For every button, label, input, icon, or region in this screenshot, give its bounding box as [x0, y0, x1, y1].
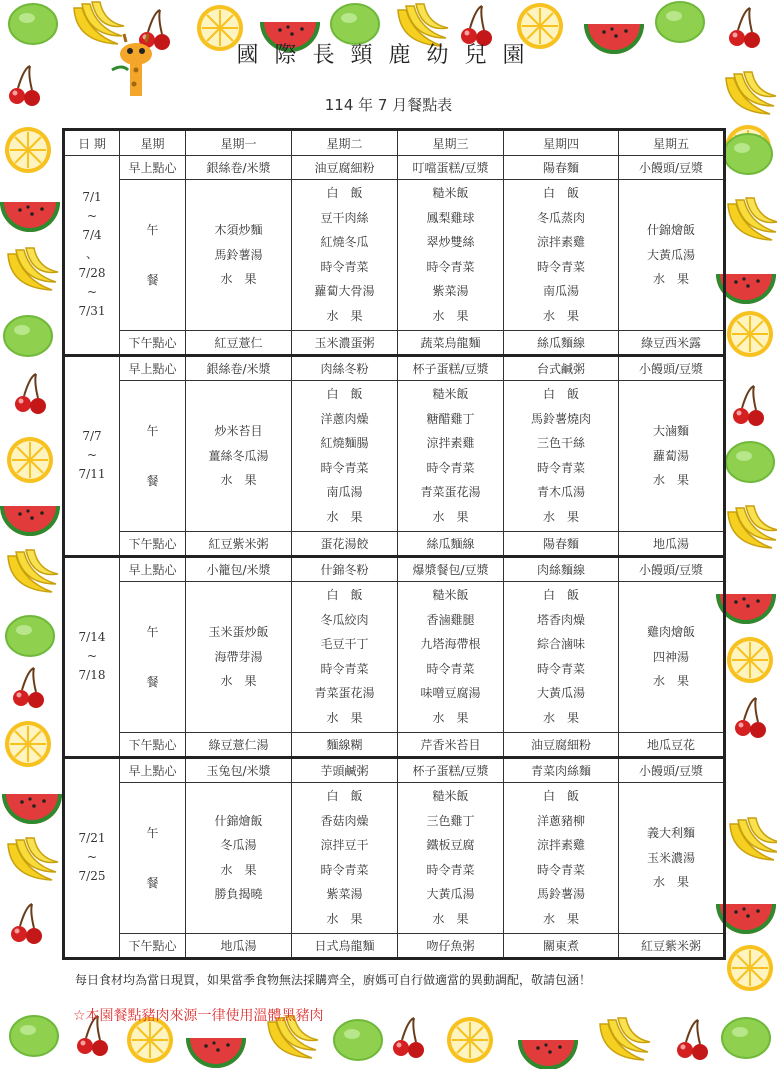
lunch-dish: 涼拌素雞: [536, 235, 585, 250]
lunch-label-char: 午: [146, 423, 159, 438]
lime-icon: [10, 1016, 58, 1056]
lunch-label-char: 午: [146, 825, 159, 840]
lunch-cell: [292, 179, 398, 331]
lunch-dish: 水 果: [326, 308, 363, 323]
lunch-dish: 白 飯: [326, 588, 363, 603]
lunch-dish: 時令青菜: [536, 661, 585, 676]
lunch-dish: 水 果: [220, 272, 257, 287]
lunch-cell: [186, 179, 292, 331]
lunch-cell: [186, 380, 292, 532]
banana-icon: [728, 506, 777, 548]
afternoon-snack-label: 下午點心: [120, 934, 186, 959]
lunch-dish: 什錦燴飯: [214, 813, 263, 828]
lunch-dish: 冬瓜湯: [220, 838, 257, 853]
banana-icon: [600, 1018, 650, 1060]
lunch-dish: 白 飯: [542, 588, 579, 603]
lunch-dish: 炒米苔目: [214, 424, 263, 439]
lime-icon: [726, 442, 774, 482]
lunch-dish: 南瓜湯: [326, 485, 363, 500]
lunch-dish: 水 果: [220, 473, 257, 488]
page-subtitle: 114 年 7 月餐點表: [324, 96, 453, 114]
lime-icon: [724, 134, 772, 174]
morning-snack-cell: 銀絲卷/米漿: [186, 156, 292, 180]
date-line: 7/25: [78, 869, 106, 884]
date-line: ~: [86, 448, 98, 463]
lunch-dish: 涼拌豆干: [320, 838, 369, 853]
lunch-dish: 毛豆干丁: [320, 637, 369, 652]
lunch-cell: [398, 380, 504, 532]
morning-snack-label: 早上點心: [120, 355, 186, 380]
lunch-cell: [398, 782, 504, 934]
lunch-dish: 時令青菜: [536, 259, 585, 274]
lunch-dish: 時令青菜: [426, 259, 475, 274]
lunch-dish: 時令青菜: [320, 862, 369, 877]
lunch-dish: 紫菜湯: [326, 887, 363, 902]
lunch-dish: 白 飯: [542, 789, 579, 804]
lunch-dish: 綜合滷味: [536, 637, 585, 652]
morning-snack-cell: 小饅頭/豆漿: [619, 556, 725, 581]
lunch-dish: 義大利麵: [646, 826, 695, 841]
date-line: 7/14: [78, 630, 106, 645]
afternoon-snack-cell: 綠豆西米露: [619, 331, 725, 356]
date-line: 7/4: [82, 228, 102, 243]
lunch-dish: 時令青菜: [426, 862, 475, 877]
lunch-dish: 水 果: [652, 473, 689, 488]
afternoon-snack-cell: 蔬菜烏龍麵: [398, 331, 504, 356]
lunch-dish: 水 果: [542, 308, 579, 323]
lunch-dish: 水 果: [432, 911, 469, 926]
afternoon-snack-cell: 絲瓜麵線: [504, 331, 619, 356]
afternoon-snack-cell: 麵線糊: [292, 733, 398, 758]
afternoon-snack-row: [64, 733, 725, 758]
lunch-dish: 雞肉燴飯: [646, 625, 695, 640]
header-cell: 星期: [120, 130, 186, 156]
lunch-dish: 水 果: [542, 710, 579, 725]
lunch-dish: 鐵板豆腐: [426, 838, 475, 853]
morning-snack-cell: 小饅頭/豆漿: [619, 156, 725, 180]
cherry-icon: [11, 904, 42, 944]
lime-icon: [4, 316, 52, 356]
header-cell: 星期一: [186, 130, 292, 156]
lunch-label-char: 餐: [146, 272, 159, 287]
lunch-dish: 水 果: [652, 272, 689, 287]
lime-icon: [334, 1020, 382, 1060]
morning-snack-cell: 杯子蛋糕/豆漿: [398, 355, 504, 380]
lunch-cell: [186, 581, 292, 733]
date-line: 7/1: [82, 190, 102, 205]
meal-table: [62, 128, 726, 960]
afternoon-snack-cell: 地瓜湯: [186, 934, 292, 959]
lunch-dish: 白 飯: [542, 186, 579, 201]
lunch-dish: 糙米飯: [432, 186, 469, 201]
lunch-dish: 南瓜湯: [542, 284, 579, 299]
lunch-label: [120, 581, 186, 733]
watermelon-icon: [2, 794, 62, 824]
lunch-dish: 時令青菜: [320, 661, 369, 676]
morning-snack-cell: 小饅頭/豆漿: [619, 757, 725, 782]
lunch-dish: 時令青菜: [320, 460, 369, 475]
header-cell: 星期二: [292, 130, 398, 156]
banana-icon: [730, 818, 777, 860]
date-line: 7/21: [78, 831, 106, 846]
lunch-dish: 水 果: [326, 710, 363, 725]
date-range-cell: [64, 355, 120, 556]
lunch-dish: 水 果: [220, 674, 257, 689]
lunch-dish: 水 果: [652, 875, 689, 890]
lemon-slice-icon: [727, 311, 773, 357]
lunch-dish: 玉米蛋炒飯: [208, 625, 269, 640]
morning-snack-row: [64, 355, 725, 380]
banana-icon: [728, 198, 777, 240]
afternoon-snack-cell: 紅豆薏仁: [186, 331, 292, 356]
afternoon-snack-cell: 綠豆薏仁湯: [186, 733, 292, 758]
page-title: 國際長頸鹿幼兒園: [236, 43, 541, 68]
morning-snack-row: [64, 556, 725, 581]
lunch-dish: 大黃瓜湯: [646, 247, 695, 262]
banana-icon: [8, 248, 58, 290]
lunch-cell: [619, 179, 725, 331]
lunch-dish: 冬瓜蒸肉: [536, 210, 585, 225]
cherry-icon: [13, 668, 44, 708]
date-line: ~: [86, 850, 98, 865]
afternoon-snack-cell: 吻仔魚粥: [398, 934, 504, 959]
date-range-cell: [64, 156, 120, 356]
lunch-dish: 水 果: [542, 509, 579, 524]
lunch-dish: 紅燒麵腸: [320, 436, 369, 451]
morning-snack-cell: 小饅頭/豆漿: [619, 355, 725, 380]
afternoon-snack-row: [64, 934, 725, 959]
lunch-cell: [292, 782, 398, 934]
afternoon-snack-cell: 芹香米苔目: [398, 733, 504, 758]
lunch-dish: 水 果: [432, 308, 469, 323]
lunch-label: [120, 782, 186, 934]
lunch-dish: 大滷麵: [652, 424, 689, 439]
cherry-icon: [15, 374, 46, 414]
cherry-icon: [393, 1018, 424, 1058]
afternoon-snack-cell: 油豆腐細粉: [504, 733, 619, 758]
morning-snack-cell: 油豆腐細粉: [292, 156, 398, 180]
watermelon-icon: [0, 506, 60, 536]
lunch-dish: 洋蔥豬柳: [536, 813, 585, 828]
lunch-dish: 水 果: [326, 509, 363, 524]
lunch-dish: 什錦燴飯: [646, 223, 695, 238]
lime-icon: [656, 2, 704, 42]
afternoon-snack-cell: 絲瓜麵線: [398, 532, 504, 557]
morning-snack-cell: 叮噹蛋糕/豆漿: [398, 156, 504, 180]
lunch-label-char: 餐: [146, 875, 159, 890]
lunch-label-char: 午: [146, 624, 159, 639]
lunch-row: [64, 782, 725, 934]
date-line: 7/7: [82, 429, 102, 444]
banana-icon: [8, 838, 58, 880]
lemon-slice-icon: [447, 1017, 493, 1063]
lunch-dish: 時令青菜: [536, 862, 585, 877]
lunch-dish: 玉米濃湯: [646, 850, 695, 865]
afternoon-snack-label: 下午點心: [120, 733, 186, 758]
lunch-dish: 糙米飯: [432, 588, 469, 603]
lunch-dish: 九塔海帶根: [420, 637, 481, 652]
lunch-cell: [398, 581, 504, 733]
lunch-dish: 洋蔥肉燥: [320, 411, 369, 426]
lunch-dish: 青菜蛋花湯: [420, 485, 481, 500]
morning-snack-label: 早上點心: [120, 156, 186, 180]
lunch-dish: 蘿蔔大骨湯: [314, 284, 375, 299]
afternoon-snack-row: [64, 331, 725, 356]
lunch-cell: [504, 380, 619, 532]
morning-snack-cell: 台式鹹粥: [504, 355, 619, 380]
lunch-dish: 白 飯: [542, 387, 579, 402]
afternoon-snack-label: 下午點心: [120, 331, 186, 356]
morning-snack-cell: 玉兔包/米漿: [186, 757, 292, 782]
lunch-cell: [619, 380, 725, 532]
lunch-dish: 時令青菜: [426, 661, 475, 676]
cherry-icon: [733, 386, 764, 426]
morning-snack-row: [64, 156, 725, 180]
lunch-label-char: 餐: [146, 674, 159, 689]
header-row: [64, 130, 725, 156]
lemon-slice-icon: [7, 437, 53, 483]
header-cell: 星期三: [398, 130, 504, 156]
afternoon-snack-cell: 地瓜湯: [619, 532, 725, 557]
lunch-dish: 水 果: [220, 862, 257, 877]
lunch-dish: 三色雞丁: [426, 813, 475, 828]
morning-snack-cell: 青菜肉絲麵: [504, 757, 619, 782]
lunch-dish: 紫菜湯: [432, 284, 469, 299]
watermelon-icon: [518, 1040, 578, 1069]
lunch-dish: 豆干肉絲: [320, 210, 369, 225]
date-line: 、: [85, 247, 98, 262]
lunch-label-char: 午: [146, 222, 159, 237]
lemon-slice-icon: [5, 127, 51, 173]
date-range-cell: [64, 556, 120, 757]
morning-snack-label: 早上點心: [120, 556, 186, 581]
lunch-cell: [292, 581, 398, 733]
footer-note: 每日食材均為當日現買，如果當季食物無法採購齊全，廚媽可自行做適當的異動調配，敬請包涵！: [75, 973, 592, 987]
date-line: 7/11: [78, 467, 106, 482]
lunch-dish: 白 飯: [326, 186, 363, 201]
date-line: 7/28: [78, 266, 106, 281]
lunch-cell: [504, 179, 619, 331]
afternoon-snack-label: 下午點心: [120, 532, 186, 557]
lemon-slice-icon: [727, 637, 773, 683]
morning-snack-cell: 肉絲冬粉: [292, 355, 398, 380]
lemon-slice-icon: [5, 721, 51, 767]
lunch-dish: 塔香肉燥: [536, 612, 585, 627]
lunch-cell: [186, 782, 292, 934]
lunch-dish: 四神湯: [652, 649, 689, 664]
afternoon-snack-cell: 蛋花湯餃: [292, 532, 398, 557]
afternoon-snack-cell: 關東煮: [504, 934, 619, 959]
lunch-cell: [292, 380, 398, 532]
lunch-dish: 馬鈴薯燒肉: [530, 411, 591, 426]
lunch-dish: 青菜蛋花湯: [314, 686, 375, 701]
lunch-dish: 馬鈴薯湯: [214, 247, 263, 262]
lunch-label-char: 餐: [146, 473, 159, 488]
lunch-dish: 蘿蔔湯: [652, 448, 689, 463]
lunch-cell: [504, 782, 619, 934]
lunch-dish: 糖醋雞丁: [426, 411, 475, 426]
morning-snack-cell: 小籠包/米漿: [186, 556, 292, 581]
lunch-row: [64, 380, 725, 532]
afternoon-snack-cell: 紅豆紫米粥: [186, 532, 292, 557]
morning-snack-label: 早上點心: [120, 757, 186, 782]
lunch-dish: 木須炒麵: [214, 223, 263, 238]
lunch-dish: 大黃瓜湯: [536, 686, 585, 701]
lunch-dish: 水 果: [326, 911, 363, 926]
watermelon-icon: [186, 1038, 246, 1068]
lunch-dish: 白 飯: [326, 387, 363, 402]
lunch-cell: [504, 581, 619, 733]
date-line: 7/18: [78, 668, 106, 683]
lunch-dish: 大黃瓜湯: [426, 887, 475, 902]
afternoon-snack-row: [64, 532, 725, 557]
lunch-dish: 三色干絲: [536, 436, 585, 451]
lunch-dish: 翠炒雙絲: [426, 235, 475, 250]
lunch-dish: 水 果: [432, 509, 469, 524]
lunch-dish: 水 果: [432, 710, 469, 725]
morning-snack-cell: 銀絲卷/米漿: [186, 355, 292, 380]
lunch-dish: 涼拌素雞: [536, 838, 585, 853]
lunch-dish: 糙米飯: [432, 387, 469, 402]
cherry-icon: [735, 698, 766, 738]
banana-icon: [8, 550, 58, 592]
header-cell: 日 期: [64, 130, 120, 156]
lunch-dish: 青木瓜湯: [536, 485, 585, 500]
cherry-icon: [677, 1020, 708, 1060]
lunch-dish: 時令青菜: [320, 259, 369, 274]
lunch-row: [64, 179, 725, 331]
lunch-dish: 香菇肉燥: [320, 813, 369, 828]
lemon-slice-icon: [727, 945, 773, 991]
morning-snack-cell: 陽春麵: [504, 156, 619, 180]
lunch-dish: 海帶芽湯: [214, 649, 263, 664]
lunch-dish: 冬瓜絞肉: [320, 612, 369, 627]
pork-notice: ☆本園餐點豬肉來源一律使用溫體黑豬肉: [73, 1008, 324, 1024]
lunch-cell: [619, 782, 725, 934]
lunch-dish: 糙米飯: [432, 789, 469, 804]
morning-snack-cell: 爆漿餐包/豆漿: [398, 556, 504, 581]
lunch-cell: [619, 581, 725, 733]
date-line: ~: [86, 209, 98, 224]
lunch-dish: 香滷雞腿: [426, 612, 475, 627]
lunch-row: [64, 581, 725, 733]
morning-snack-cell: 杯子蛋糕/豆漿: [398, 757, 504, 782]
lunch-dish: 勝負揭曉: [214, 887, 263, 902]
afternoon-snack-cell: 地瓜豆花: [619, 733, 725, 758]
header-cell: 星期五: [619, 130, 725, 156]
lunch-dish: 涼拌素雞: [426, 436, 475, 451]
lunch-label: [120, 380, 186, 532]
lunch-dish: 水 果: [542, 911, 579, 926]
lunch-dish: 白 飯: [326, 789, 363, 804]
afternoon-snack-cell: 日式烏龍麵: [292, 934, 398, 959]
watermelon-icon: [0, 202, 60, 232]
lunch-label: [120, 179, 186, 331]
date-range-cell: [64, 757, 120, 958]
afternoon-snack-cell: 玉米濃蛋粥: [292, 331, 398, 356]
lunch-dish: 馬鈴薯湯: [536, 887, 585, 902]
morning-snack-row: [64, 757, 725, 782]
lunch-dish: 鳳梨雞球: [426, 210, 475, 225]
date-line: ~: [86, 649, 98, 664]
lunch-dish: 味噌豆腐湯: [420, 686, 481, 701]
lunch-dish: 水 果: [652, 674, 689, 689]
lime-icon: [6, 616, 54, 656]
lunch-dish: 紅燒冬瓜: [320, 235, 369, 250]
date-line: ~: [86, 285, 98, 300]
lunch-dish: 薑絲冬瓜湯: [208, 448, 269, 463]
lunch-dish: 時令青菜: [426, 460, 475, 475]
lunch-dish: 時令青菜: [536, 460, 585, 475]
morning-snack-cell: 什錦冬粉: [292, 556, 398, 581]
morning-snack-cell: 芋頭鹹粥: [292, 757, 398, 782]
lime-icon: [722, 1018, 770, 1058]
header-cell: 星期四: [504, 130, 619, 156]
afternoon-snack-cell: 紅豆紫米粥: [619, 934, 725, 959]
lunch-cell: [398, 179, 504, 331]
afternoon-snack-cell: 陽春麵: [504, 532, 619, 557]
morning-snack-cell: 肉絲麵線: [504, 556, 619, 581]
date-line: 7/31: [78, 304, 106, 319]
